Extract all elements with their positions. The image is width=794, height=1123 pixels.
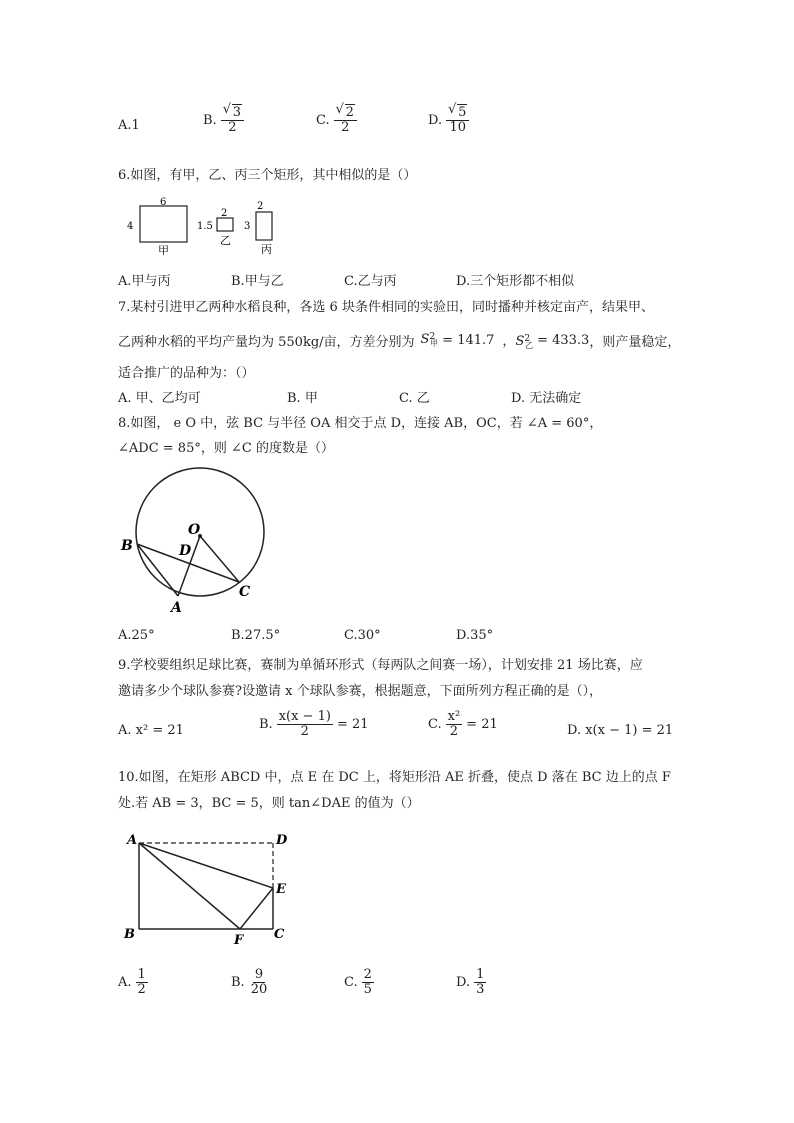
q10-option-b: B. $\frac{9}{20}$ [231,967,268,998]
label-f: F [234,933,244,948]
q10-option-c: C. $\frac{2}{5}$ [344,967,372,998]
q8-option-b: B.27.5° [231,628,281,643]
yi-name: 乙 [220,234,231,247]
q10-option-a: A. $\frac{1}{2}$ [118,967,146,998]
q10-line2: 处.若 AB = 3，BC = 5，则 tan∠DAE 的值为（） [118,796,420,811]
q6-stem: 6.如图，有甲，乙、丙三个矩形，其中相似的是（） [118,168,417,183]
q8-figure [116,462,272,618]
bing-height-label: 3 [244,221,251,232]
label-a: A [127,833,138,848]
fold-ae [139,843,273,888]
q7-option-d: D. 无法确定 [511,391,582,406]
q6-option-c: C.乙与丙 [344,274,397,289]
q7-line2: 乙两种水稻的平均产量均为 550kg/亩，方差分别为 $S^2_甲$ = 141.7 ，$S^2_乙$ = 433.3 ，则产量稳定， [118,332,681,350]
q8-option-c: C.30° [344,628,381,643]
label-e: E [276,882,286,897]
q9-option-b: B. $\frac{x(x - 1)}{2}$ = 21 [259,709,369,740]
q6-figure [120,196,290,258]
segment-fe [240,888,273,929]
q7-option-b: B. 甲 [287,391,318,406]
yi-width-label: 2 [221,208,228,219]
q5-option-a: A.1 [118,118,140,133]
q5-option-d: D. √ $\frac{5}{10}$ [428,106,469,136]
q7-line3: 适合推广的品种为：（） [118,366,255,381]
label-c: C [239,584,251,600]
q7-option-c: C. 乙 [399,391,430,406]
q9-line1: 9.学校要组织足球比赛，赛制为单循环形式（每两队之间赛一场），计划安排 21 场比赛，应 [118,658,643,673]
label-d: D [179,543,192,559]
segment-af [139,843,240,929]
q7-line1: 7.某村引进甲乙两种水稻良种，各选 6 块条件相同的实验田，同时播种并核定亩产，结果甲、 [118,300,654,315]
q5-option-b: B. √ $\frac{3}{2}$ [203,106,244,136]
q6-option-d: D.三个矩形都不相似 [456,274,575,289]
jia-height-label: 4 [127,221,134,232]
rect-bing [256,212,272,240]
q10-line1: 10.如图，在矩形 ABCD 中，点 E 在 DC 上，将矩形沿 AE 折叠，使点 D 落在 BC 边上的点 F [118,770,671,785]
label-c: C [274,927,285,942]
q10-option-d: D. $\frac{1}{3}$ [456,967,485,998]
q7-option-a: A. 甲、乙均可 [118,391,201,406]
label-b: B [124,927,135,942]
rect-yi [217,218,233,231]
label-a: A [171,600,182,616]
q9-option-d: D. x(x − 1) = 21 [567,723,674,738]
q9-line2: 邀请多少个球队参赛?设邀请 x 个球队参赛，根据题意，下面所列方程正确的是（）， [118,684,603,699]
q6-option-a: A.甲与丙 [118,274,171,289]
q10-figure [118,826,298,950]
yi-height-label: 1.5 [197,221,213,232]
label-b: B [121,538,133,554]
label-d: D [276,833,288,848]
bing-name: 丙 [261,243,272,256]
q9-option-a: A. x² = 21 [118,723,184,738]
q9-option-c: C. $\frac{\text{x²}}{2}$ = 21 [428,709,498,740]
q5-option-c: C. √ $\frac{2}{2}$ [316,106,357,136]
label-o: O [188,522,201,538]
q8-line1: 8.如图， e O 中，弦 BC 与半径 OA 相交于点 D，连接 AB，OC，若 ∠A = 60°， [118,416,603,431]
rect-jia [140,206,187,242]
q8-line2: ∠ADC = 85°，则 ∠C 的度数是（） [118,441,334,456]
q6-option-b: B.甲与乙 [231,274,284,289]
q8-option-a: A.25° [118,628,155,643]
bing-width-label: 2 [257,201,264,212]
q8-option-d: D.35° [456,628,494,643]
jia-width-label: 6 [160,197,167,208]
jia-name: 甲 [158,244,169,257]
